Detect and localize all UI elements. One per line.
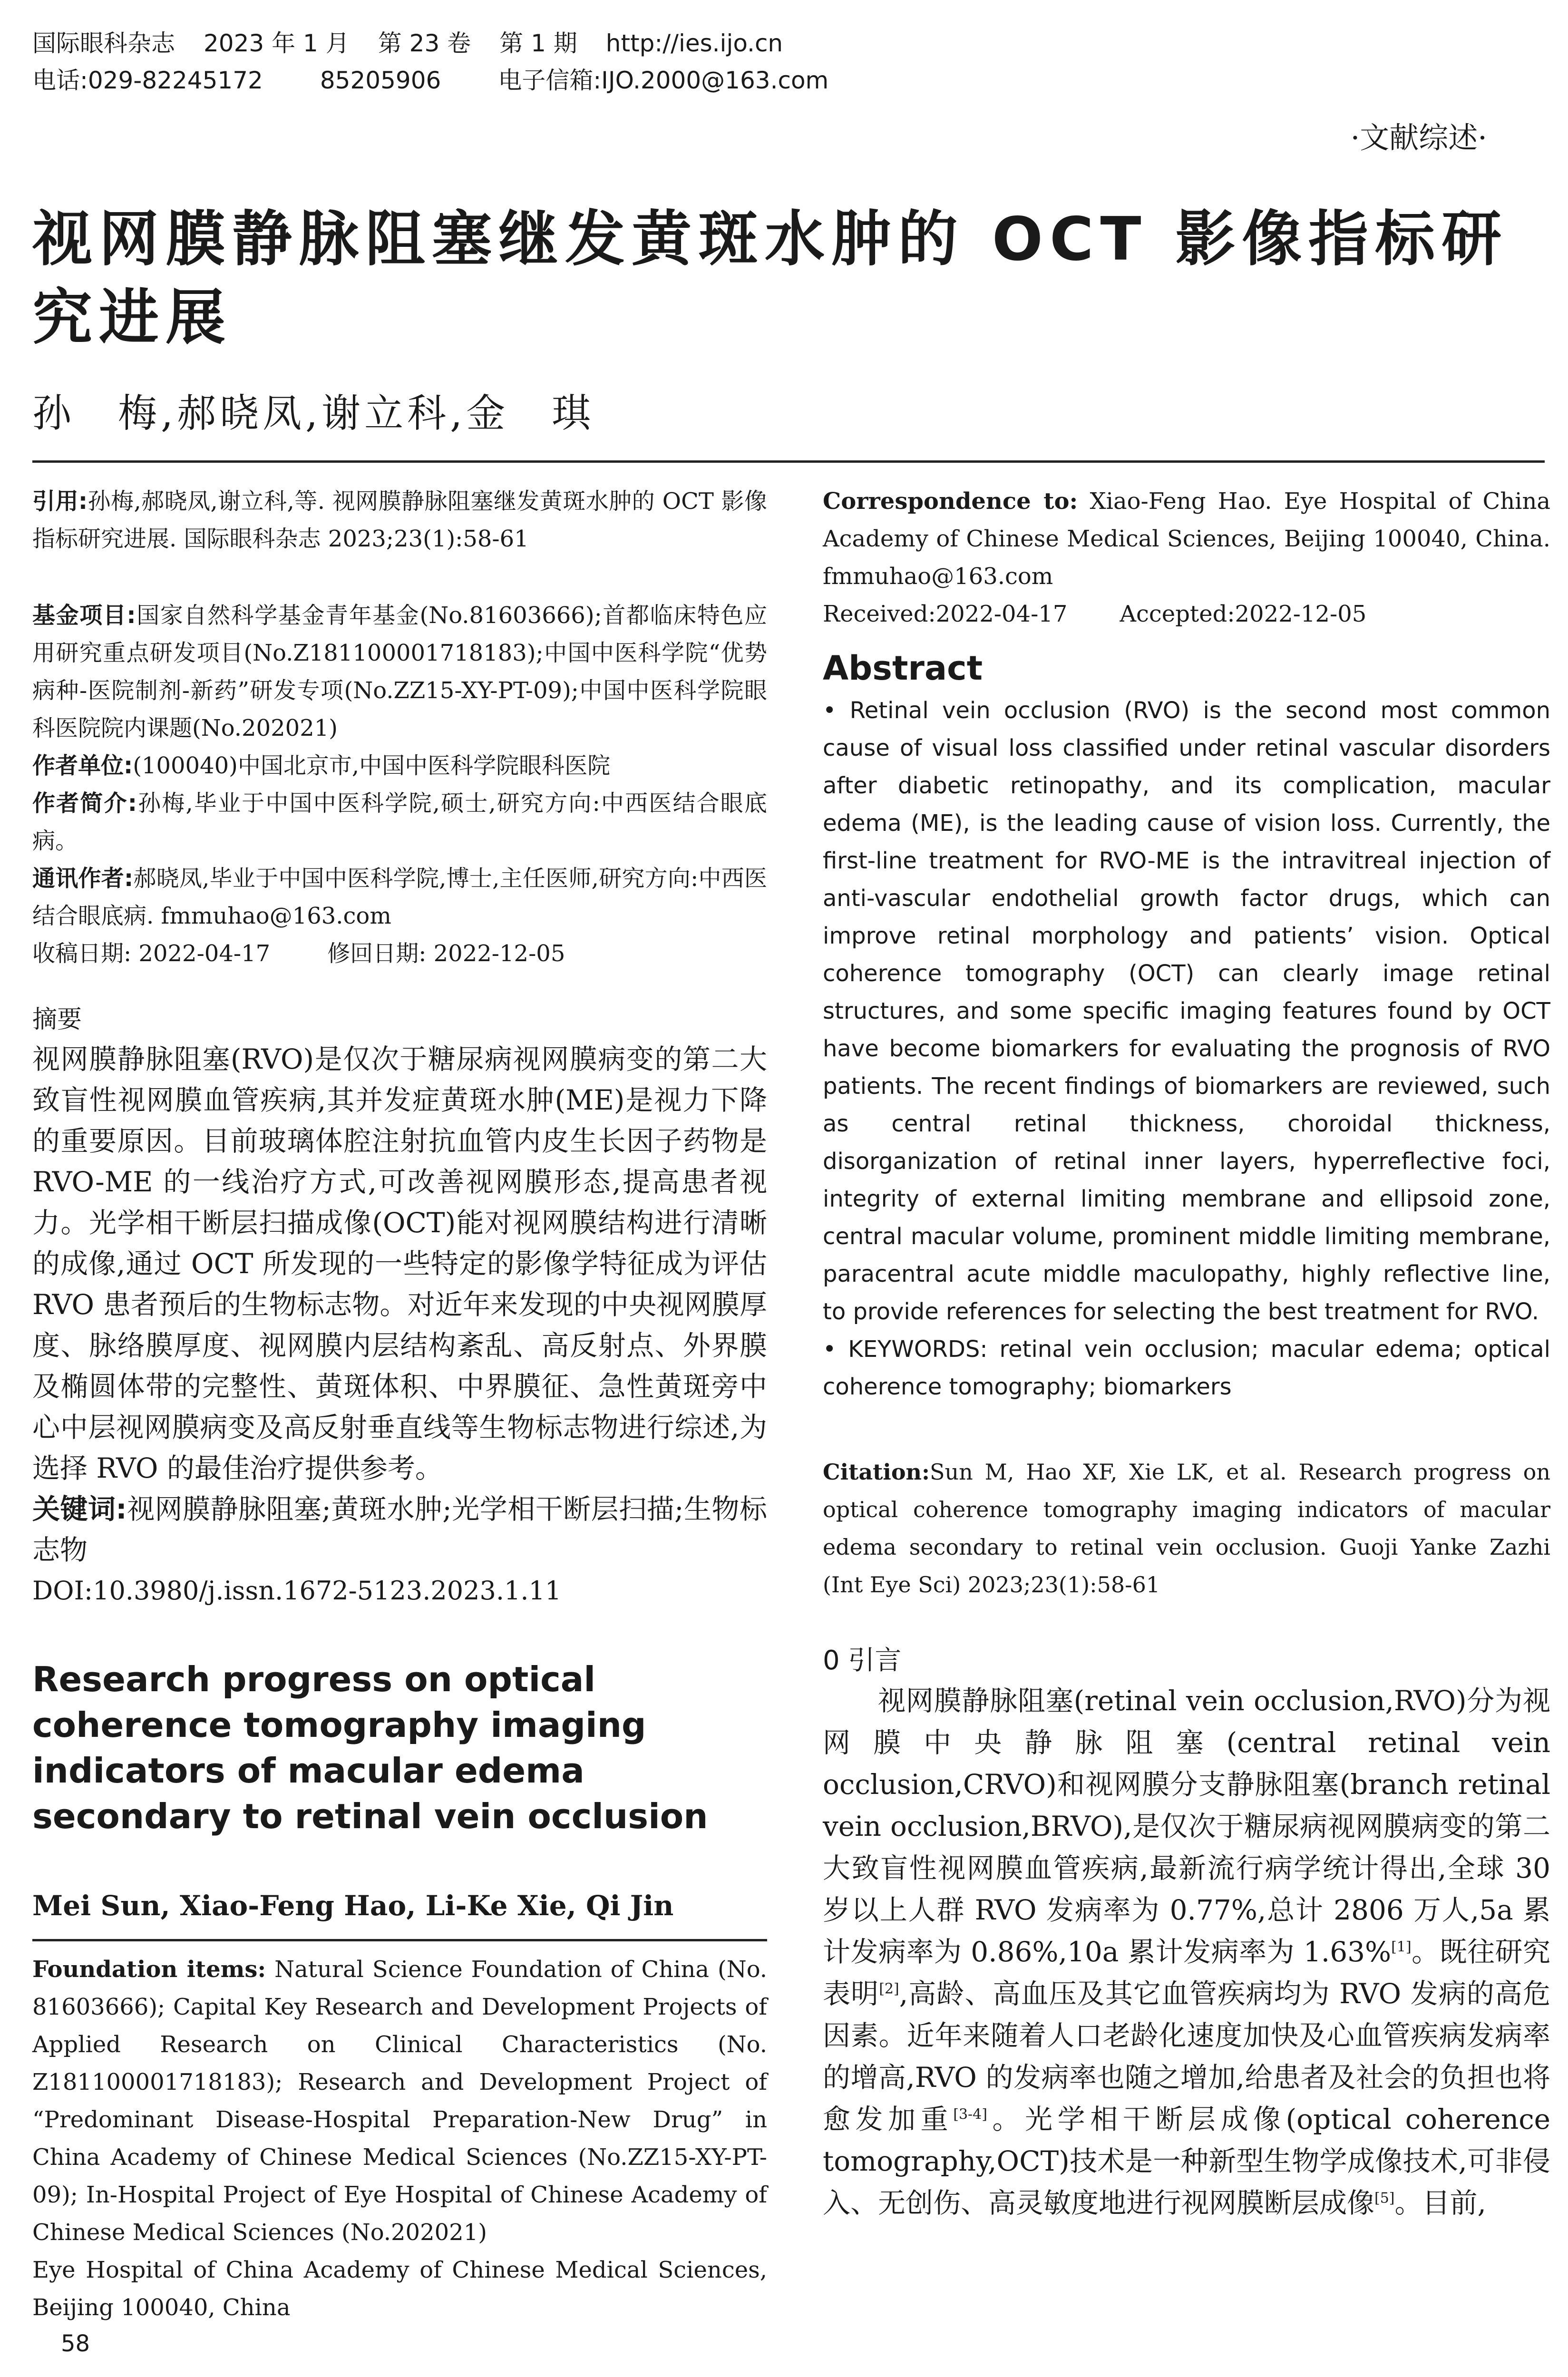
foundation-items-en: Foundation items: Natural Science Foundation of China (No. 81603666); Capital Key Research and Development Projects of Applied Research on Clinical Characteristics (No. Z181100001718183); Research and Development Project of “Predominant Disease-Hospital Preparation-New Drug” in China Academy of Chinese Medical Sciences (No.ZZ15-XY-PT-09); In-Hospital Project of Eye Hospital of Chinese Academy of Chinese Medical Sciences (No.202021) — [32, 1956, 768, 2246]
article-title-en: Research progress on optical coherence tomography imaging indicators of macular edema secondary to retinal vein occlusion — [32, 1659, 708, 1836]
volume: 第 23 卷 — [378, 29, 471, 57]
en-divider — [32, 1925, 767, 1941]
correspondence-en: Correspondence to: Xiao-Feng Hao. Eye Hospital of China Academy of Chinese Medical Sciences, Beijing 100040, China. fmmuhao@163.com — [823, 488, 1551, 590]
phone: 电话:029-82245172 — [32, 67, 263, 94]
dates-cn: 收稿日期: 2022-04-17 修回日期: 2022-12-05 — [32, 940, 565, 967]
journal-email[interactable]: 电子信箱:IJO.2000@163.com — [498, 67, 829, 94]
right-column — [823, 483, 1550, 2224]
abstract-body-cn: 视网膜静脉阻塞(RVO)是仅次于糖尿病视网膜病变的第二大致盲性视网膜血管疾病,其并发症黄斑水肿(ME)是视力下降的重要原因。目前玻璃体腔注射抗血管内皮生长因子药物是 RVO-ME 的一线治疗方式,可改善视网膜形态,提高患者视力。光学相干断层扫描成像(OCT)能对视网膜结构进行清晰的成像,通过 OCT 所发现的一些特定的影像学特征成为评估 RVO 患者预后的生物标志物。对近年来发现的中央视网膜厚度、脉络膜厚度、视网膜内层结构紊乱、高反射点、外界膜及椭圆体带的完整性、黄斑体积、中界膜征、急性黄斑旁中心中层视网膜病变及高反射垂直线等生物标志物进行综述,为选择 RVO 的最佳治疗提供参考。 — [32, 1043, 767, 1484]
abstract-body-en: • Retinal vein occlusion (RVO) is the second most common cause of visual loss classified under retinal vascular disorders after diabetic retinopathy, and its complication, macular edema (ME), is the leading cause of vision loss. Currently, the first-line treatment for RVO-ME is the intravitreal injection of anti-vascular endothelial growth factor drugs, which can improve retinal morphology and patients’ vision. Optical coherence tomography (OCT) can clearly image retinal structures, and some specific imaging features found by OCT have become biomarkers for evaluating the prognosis of RVO patients. The recent findings of biomarkers are reviewed, such as central retinal thickness, choroidal thickness, disorganization of retinal inner layers, hyperreflective foci, integrity of external limiting membrane and ellipsoid zone, central macular volume, prominent middle limiting membrane, paracentral acute middle maculopathy, highly reflective line, to provide references for selecting the best treatment for RVO. — [823, 697, 1550, 1325]
article-title-cn: 视网膜静脉阻塞继发黄斑水肿的 OCT 影像指标研究进展 — [32, 204, 1509, 352]
intro-heading: 0 引言 — [823, 1645, 902, 1676]
reference-3-4[interactable]: [3-4] — [953, 2106, 987, 2123]
doi: DOI:10.3980/j.issn.1672-5123.2023.1.11 — [32, 1576, 562, 1606]
dates-en: Received:2022-04-17 Accepted:2022-12-05 — [823, 601, 1367, 627]
issue-date: 2023 年 1 月 — [204, 29, 350, 57]
author-unit-cn: 作者单位:(100040)中国北京市,中国中医科学院眼科医院 — [32, 752, 611, 779]
abstract-heading-cn: 摘要 — [32, 1005, 82, 1034]
left-column — [32, 483, 767, 2327]
reference-1[interactable]: [1] — [1391, 1939, 1412, 1956]
fund-items-cn: 基金项目:国家自然科学基金青年基金(No.81603666);首都临床特色应用研究重点研发项目(No.Z181100001718183);中国中医科学院“优势病种-医院制剂-新药”研发专项(No.ZZ15-XY-PT-09);中国中医科学院眼科医院院内课题(No.202021) — [32, 602, 767, 741]
journal-url[interactable]: http://ies.ijo.cn — [605, 29, 783, 57]
journal-name: 国际眼科杂志 — [32, 29, 175, 57]
section-tag: ·文献综述· — [1350, 120, 1487, 155]
header-line-1 — [32, 29, 783, 58]
authors-en: Mei Sun, Xiao-Feng Hao, Li-Ke Xie, Qi Jin — [32, 1890, 674, 1922]
page-number: 58 — [61, 2330, 90, 2357]
title-divider — [32, 460, 1545, 463]
authors-cn: 孙 梅,郝晓凤,谢立科,金 琪 — [32, 391, 595, 436]
citation-en: Citation:Sun M, Hao XF, Xie LK, et al. Research progress on optical coherence tomography imaging indicators of macular edema secondary to retinal vein occlusion. Guoji Yanke Zazhi (Int Eye Sci) 2023;23(1):58-61 — [823, 1459, 1550, 1598]
corresponding-author-cn: 通讯作者:郝晓凤,毕业于中国中医科学院,博士,主任医师,研究方向:中西医结合眼底病. fmmuhao@163.com — [32, 865, 767, 929]
issue-number: 第 1 期 — [499, 29, 577, 57]
citation-cn: 引用:孙梅,郝晓凤,谢立科,等. 视网膜静脉阻塞继发黄斑水肿的 OCT 影像指标研究进展. 国际眼科杂志 2023;23(1):58-61 — [32, 488, 767, 552]
reference-2[interactable]: [2] — [879, 1980, 899, 1997]
phone-2: 85205906 — [320, 67, 441, 94]
abstract-heading-en: Abstract — [823, 649, 983, 688]
affiliation-en: Eye Hospital of China Academy of Chinese Medical Sciences, Beijing 100040, China — [32, 2257, 767, 2321]
intro-paragraph: 视网膜静脉阻塞(retinal vein occlusion,RVO)分为视网膜中央静脉阻塞(central retinal vein occlusion,CRVO)和视网膜分支静脉阻塞(branch retinal vein occlusion,BRVO),是仅次于糖尿病视网膜病变的第二大致盲性视网膜血管疾病,最新流行病学统计得出,全球 30 岁以上人群 RVO 发病率为 0.77%,总计 2806 万人,5a 累计发病率为 0.86%,10a 累计发病率为 1.63%[1]。既往研究表明[2],高龄、高血压及其它血管疾病均为 RVO 发病的高危因素。近年来随着人口老龄化速度加快及心血管疾病发病率的增高,RVO 的发病率也随之增加,给患者及社会的负担也将愈发加重[3-4]。光学相干断层成像(optical coherence tomography,OCT)技术是一种新型生物学成像技术,可非侵入、无创伤、高灵敏度地进行视网膜断层成像[5]。目前, — [823, 1685, 1550, 2219]
keywords-cn: 关键词:视网膜静脉阻塞;黄斑水肿;光学相干断层扫描;生物标志物 — [32, 1493, 767, 1566]
keywords-en: • KEYWORDS: retinal vein occlusion; macular edema; optical coherence tomography; biomarkers — [823, 1336, 1550, 1400]
author-bio-cn: 作者简介:孙梅,毕业于中国中医科学院,硕士,研究方向:中西医结合眼底病。 — [32, 790, 767, 854]
header-line-2 — [32, 66, 828, 95]
reference-5[interactable]: [5] — [1374, 2190, 1395, 2207]
